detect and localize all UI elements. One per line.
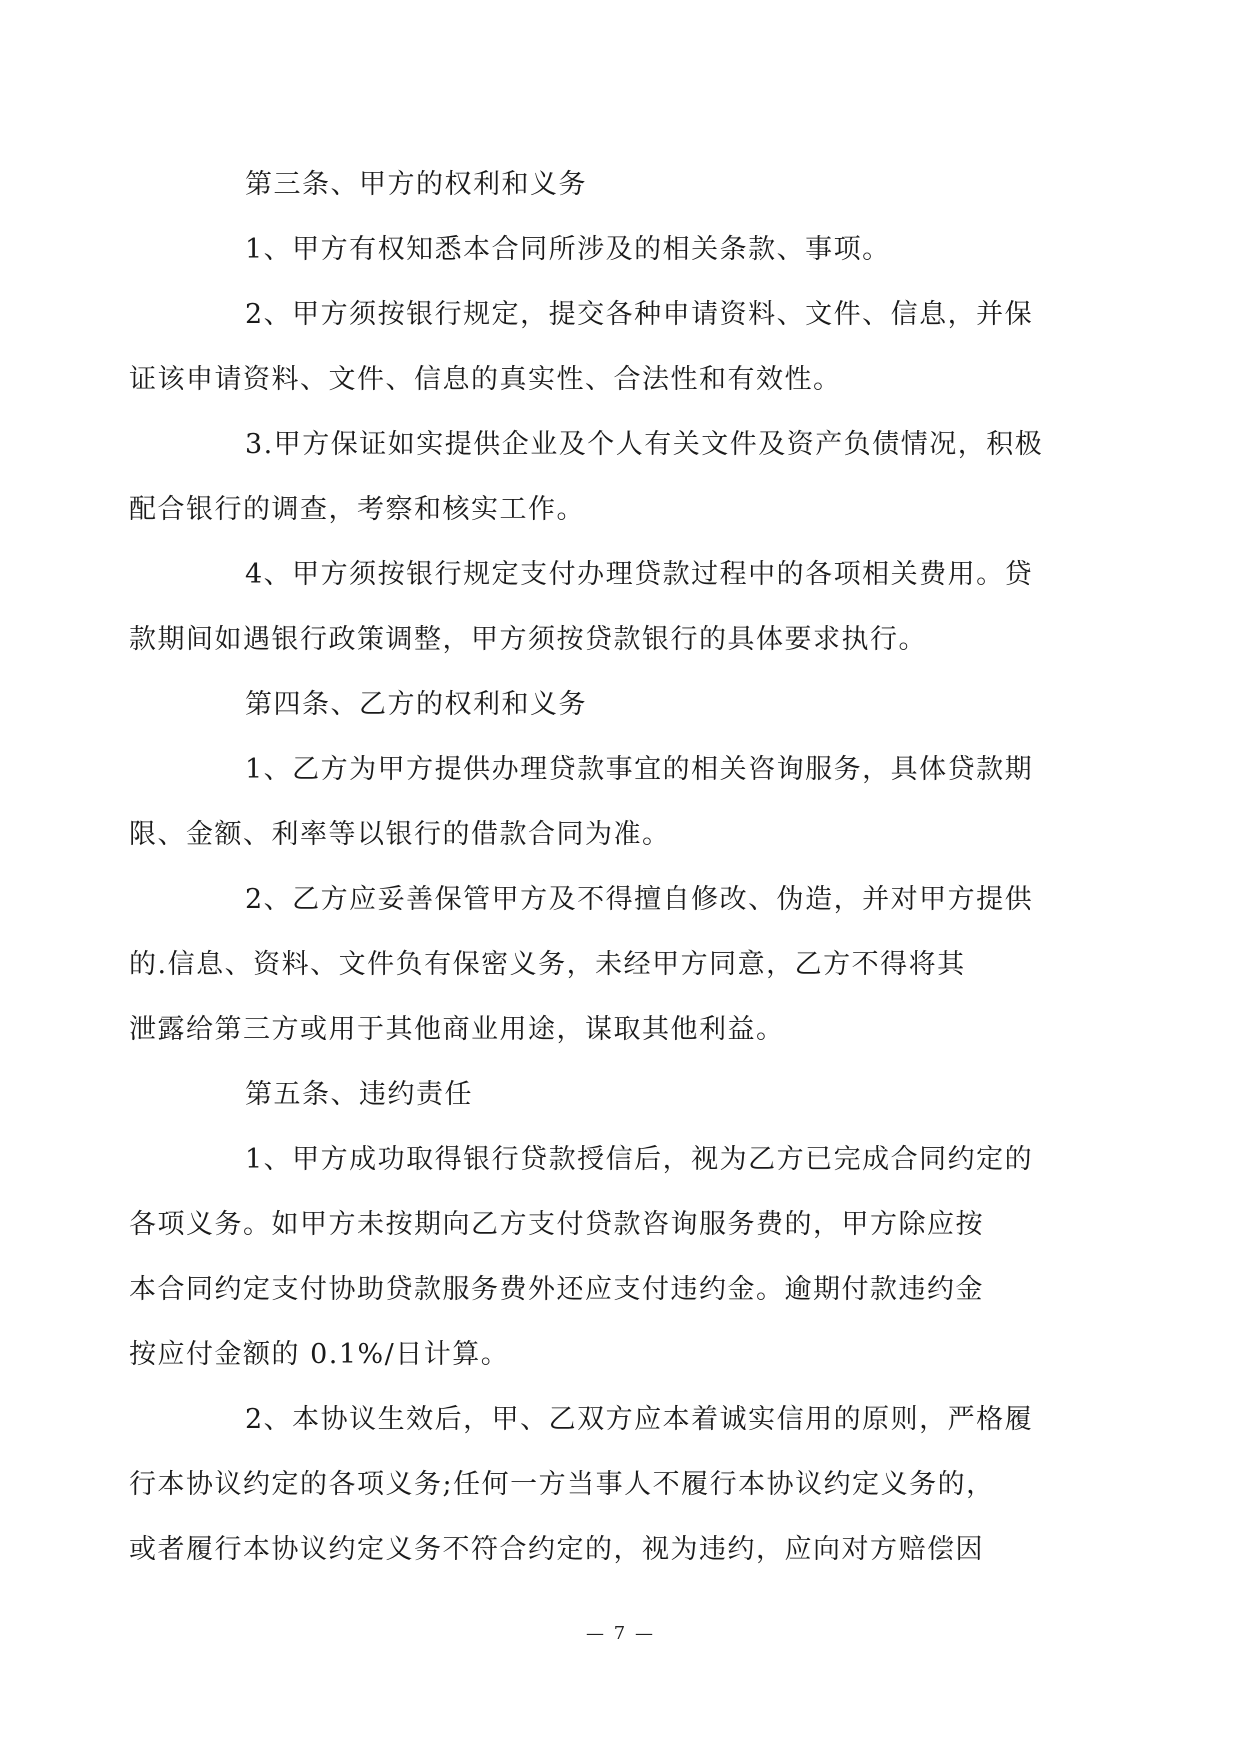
text-line: 4、甲方须按银行规定支付办理贷款过程中的各项相关费用。贷 bbox=[245, 559, 1034, 590]
article-3-heading bbox=[187, 152, 1055, 217]
article-3-clause-1 bbox=[187, 217, 1055, 282]
text-line: 3.甲方保证如实提供企业及个人有关文件及资产负债情况，积极 bbox=[245, 429, 1044, 460]
article-3-clause-4 bbox=[129, 542, 1055, 672]
text-line: 的.信息、资料、文件负有保密义务，未经甲方同意，乙方不得将其 bbox=[129, 949, 966, 980]
text-line: 配合银行的调查，考察和核实工作。 bbox=[129, 494, 585, 525]
text-line: 泄露给第三方或用于其他商业用途，谋取其他利益。 bbox=[129, 1014, 785, 1045]
text-line: 证该申请资料、文件、信息的真实性、合法性和有效性。 bbox=[129, 364, 842, 395]
document-body bbox=[129, 152, 1055, 1582]
text-line: 第三条、甲方的权利和义务 bbox=[245, 169, 587, 200]
text-line: 2、本协议生效后，甲、乙双方应本着诚实信用的原则，严格履 bbox=[245, 1404, 1034, 1435]
text-line: 限、金额、利率等以银行的借款合同为准。 bbox=[129, 819, 671, 850]
text-line: 各项义务。如甲方未按期向乙方支付贷款咨询服务费的，甲方除应按 bbox=[129, 1209, 984, 1240]
text-line: 本合同约定支付协助贷款服务费外还应支付违约金。逾期付款违约金 bbox=[129, 1274, 984, 1305]
text-line: 款期间如遇银行政策调整，甲方须按贷款银行的具体要求执行。 bbox=[129, 624, 927, 655]
text-line: 1、甲方成功取得银行贷款授信后，视为乙方已完成合同约定的 bbox=[245, 1144, 1034, 1175]
article-5-clause-2 bbox=[129, 1387, 1055, 1582]
page-number: — 7 — bbox=[586, 1623, 655, 1644]
article-4-heading bbox=[187, 672, 1055, 737]
article-3-clause-3 bbox=[129, 412, 1055, 542]
article-4-clause-1 bbox=[129, 737, 1055, 867]
text-line: 按应付金额的 0.1%/日计算。 bbox=[129, 1339, 510, 1370]
article-5-clause-1 bbox=[129, 1127, 1055, 1387]
text-line: 1、甲方有权知悉本合同所涉及的相关条款、事项。 bbox=[245, 234, 891, 265]
text-line: 行本协议约定的各项义务;任何一方当事人不履行本协议约定义务的， bbox=[129, 1469, 995, 1500]
text-line: 或者履行本协议约定义务不符合约定的，视为违约，应向对方赔偿因 bbox=[129, 1534, 984, 1565]
article-3-clause-2 bbox=[129, 282, 1055, 412]
text-line: 第四条、乙方的权利和义务 bbox=[245, 689, 587, 720]
text-line: 1、乙方为甲方提供办理贷款事宜的相关咨询服务，具体贷款期 bbox=[245, 754, 1034, 785]
text-line: 2、甲方须按银行规定，提交各种申请资料、文件、信息，并保 bbox=[245, 299, 1034, 330]
text-line: 第五条、违约责任 bbox=[245, 1079, 473, 1110]
article-4-clause-2 bbox=[129, 867, 1055, 1062]
article-5-heading bbox=[187, 1062, 1055, 1127]
text-line: 2、乙方应妥善保管甲方及不得擅自修改、伪造，并对甲方提供 bbox=[245, 884, 1034, 915]
